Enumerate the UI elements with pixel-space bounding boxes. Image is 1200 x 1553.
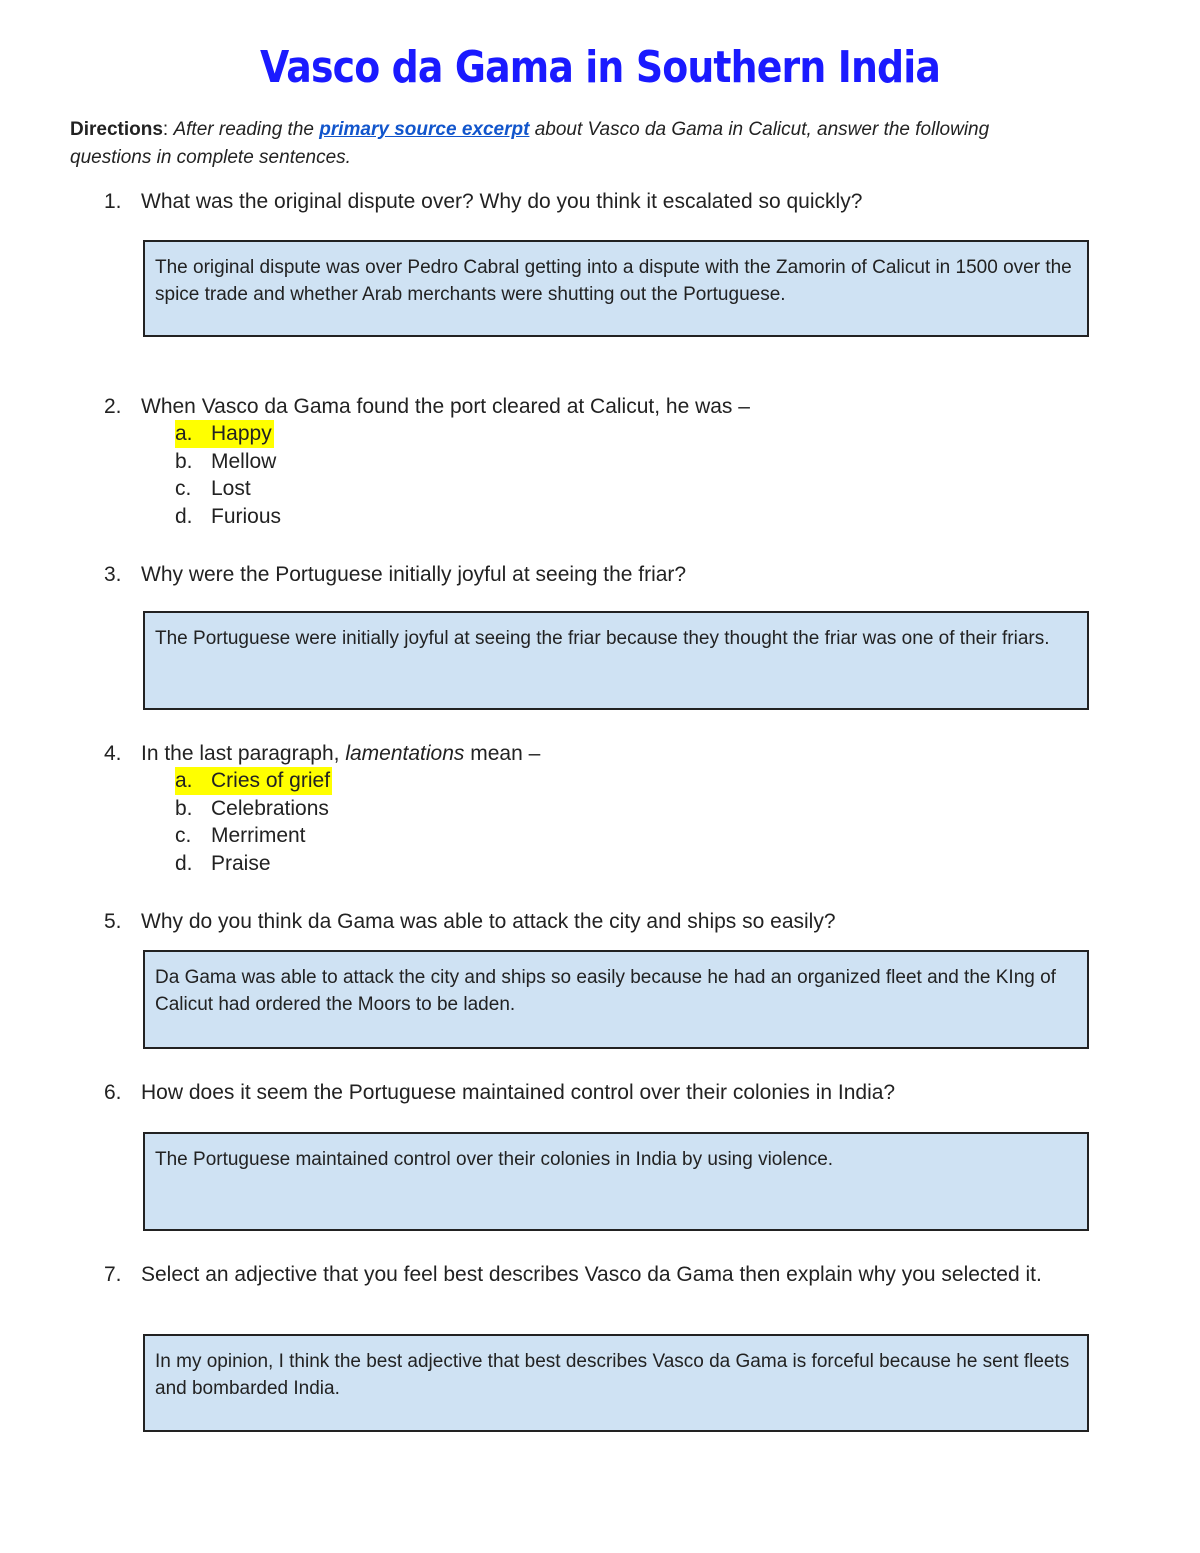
option-4b[interactable] (175, 795, 329, 823)
option-letter: a. (175, 769, 193, 792)
option-letter: b. (175, 797, 193, 820)
question-number: 7. (104, 1263, 122, 1286)
question-number: 1. (104, 190, 122, 213)
option-2a[interactable] (175, 420, 274, 448)
directions-text-after: about Vasco da Gama in Calicut, answer the following questions in complete sentences. (70, 119, 990, 168)
question-text: Select an adjective that you feel best describes Vasco da Gama then explain why you selected it. (141, 1263, 1042, 1286)
question-text (141, 738, 1061, 769)
answer-box-5[interactable]: Da Gama was able to attack the city and ships so easily because he had an organized fleet and the KIng of Calicut had ordered the Moors to be laden. (143, 950, 1089, 1049)
option-2d[interactable] (175, 503, 281, 531)
option-letter: b. (175, 450, 193, 473)
option-4d[interactable] (175, 850, 271, 878)
question-text: When Vasco da Gama found the port cleared at Calicut, he was – (141, 395, 750, 418)
option-2b[interactable] (175, 448, 276, 476)
option-letter: c. (175, 824, 192, 847)
option-text: Cries of grief (211, 769, 331, 792)
question-number: 2. (104, 395, 122, 418)
question-number: 5. (104, 910, 122, 933)
option-letter: d. (175, 852, 193, 875)
option-text: Lost (211, 477, 251, 500)
question-text-after: mean – (470, 742, 541, 765)
directions-text-before: After reading the (173, 119, 314, 140)
answer-box-1[interactable]: The original dispute was over Pedro Cabral getting into a dispute with the Zamorin of Calicut in 1500 over the spice trade and whether Arab merchants were shutting out the Portuguese. (143, 240, 1089, 337)
question-text-before: In the last paragraph, (141, 742, 340, 765)
question-text: Why do you think da Gama was able to attack the city and ships so easily? (141, 910, 836, 933)
option-letter: c. (175, 477, 192, 500)
option-text: Furious (211, 505, 282, 528)
question-number: 4. (104, 742, 122, 765)
directions-label: Directions (70, 119, 163, 140)
question-italic-term: lamentations (345, 742, 465, 765)
answer-box-6[interactable]: The Portuguese maintained control over their colonies in India by using violence. (143, 1132, 1089, 1231)
option-text: Praise (211, 852, 271, 875)
option-text: Merriment (211, 824, 306, 847)
question-text: How does it seem the Portuguese maintained control over their colonies in India? (141, 1081, 896, 1104)
directions: Directions: After reading the primary source excerpt about Vasco da Gama in Calicut, answer the following questions in complete sentences. (70, 119, 990, 168)
question-text: Why were the Portuguese initially joyful at seeing the friar? (141, 563, 687, 586)
question-number: 3. (104, 563, 122, 586)
question-number: 6. (104, 1081, 122, 1104)
option-text: Happy (211, 422, 272, 445)
primary-source-link[interactable]: primary source excerpt (319, 119, 530, 140)
option-4a[interactable] (175, 767, 332, 795)
option-letter: a. (175, 422, 193, 445)
option-4c[interactable] (175, 822, 306, 850)
option-letter: d. (175, 505, 193, 528)
option-text: Celebrations (211, 797, 329, 820)
option-text: Mellow (211, 450, 277, 473)
question-text: What was the original dispute over? Why do you think it escalated so quickly? (141, 190, 863, 213)
answer-box-7[interactable]: In my opinion, I think the best adjective that best describes Vasco da Gama is forceful because he sent fleets and bombarded India. (143, 1334, 1089, 1432)
option-2c[interactable] (175, 475, 251, 503)
answer-box-3[interactable]: The Portuguese were initially joyful at seeing the friar because they thought the friar was one of their friars. (143, 611, 1089, 710)
page-title: Vasco da Gama in Southern India (259, 42, 941, 93)
